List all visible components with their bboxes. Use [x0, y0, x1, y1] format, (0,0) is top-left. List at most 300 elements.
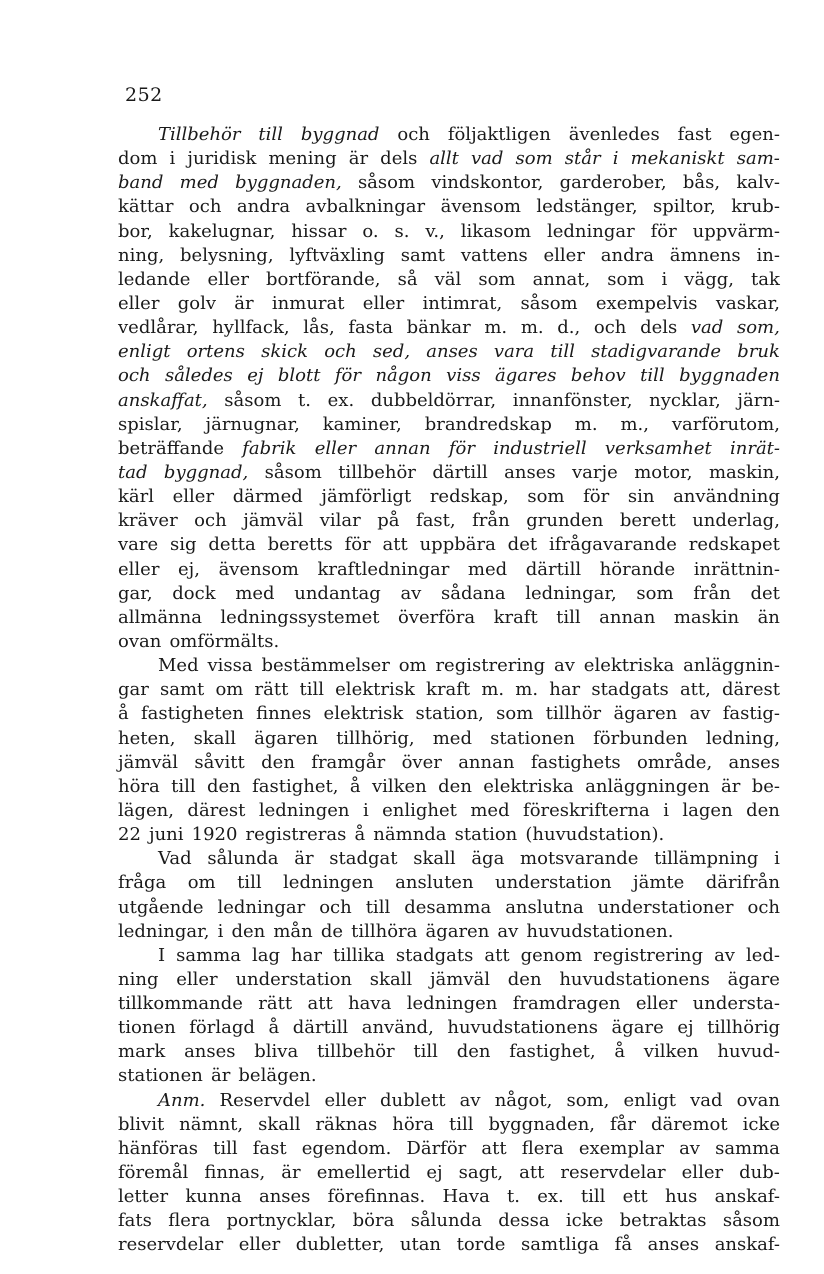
word: fastighet,	[252, 775, 339, 797]
word: det	[507, 534, 538, 556]
word: och	[747, 896, 780, 918]
word: fast,	[416, 510, 456, 532]
word: fastigheten	[141, 703, 244, 725]
word: därtill	[292, 1017, 349, 1039]
word: anses	[504, 461, 556, 483]
word: icke	[742, 1113, 780, 1135]
word: bås,	[682, 172, 721, 194]
word: anses	[258, 1186, 311, 1208]
word: står	[564, 148, 601, 170]
word: station,	[415, 703, 484, 725]
word: om	[187, 872, 216, 894]
word: däremot	[650, 1113, 728, 1135]
word: anskaffat,	[118, 389, 208, 411]
word: för	[344, 534, 371, 556]
word: reservdelar	[118, 1234, 224, 1256]
word: annat,	[532, 268, 591, 290]
word: stadigvarande	[591, 341, 722, 363]
word: hörande	[599, 558, 676, 580]
word: rätt	[254, 679, 289, 701]
word: registrering	[435, 655, 546, 677]
word: sam-	[736, 148, 780, 170]
word: och	[397, 124, 430, 145]
word: ett	[622, 1186, 648, 1208]
word: av	[554, 655, 575, 677]
word: Med	[158, 655, 199, 677]
word: underlag,	[692, 510, 780, 532]
word: är	[294, 848, 314, 870]
word: anläggnin-	[683, 655, 780, 677]
word: eller	[118, 292, 160, 314]
word: band	[118, 172, 164, 194]
word: allmänna	[118, 606, 202, 628]
word: kräver	[118, 510, 178, 532]
word: i	[217, 920, 224, 942]
word: böra	[352, 1210, 395, 1232]
text-line	[118, 992, 780, 1016]
word: jämväl	[429, 968, 490, 990]
word: grunden	[526, 510, 604, 532]
word: anskaf-	[714, 1186, 780, 1208]
word: använd,	[361, 1017, 434, 1039]
word: samma	[176, 944, 241, 966]
word: framgår	[311, 751, 386, 773]
word: fats	[118, 1210, 152, 1232]
word: elektriska	[583, 655, 675, 677]
word: egen-	[729, 124, 780, 145]
word: Tillbehör	[158, 124, 241, 145]
text-line	[118, 220, 780, 244]
word: ledningar,	[118, 920, 210, 942]
word: m.	[484, 317, 508, 339]
word: å	[614, 1041, 626, 1063]
word: är	[348, 148, 369, 170]
word: så	[397, 268, 418, 290]
word: den	[261, 751, 295, 773]
word: ex.	[537, 1186, 564, 1208]
word: är	[721, 775, 741, 797]
word: är	[234, 292, 254, 314]
page-number: 252	[125, 84, 163, 106]
word: av	[679, 1137, 700, 1159]
text-line	[118, 558, 780, 582]
word: byggnaden,	[235, 172, 342, 194]
word: till	[365, 896, 391, 918]
word: och	[319, 896, 352, 918]
word: byggnaden,	[488, 1113, 596, 1135]
word: annan	[458, 751, 515, 773]
word: verksamhet	[604, 437, 712, 459]
word: har	[549, 679, 581, 701]
word: eller	[324, 1089, 366, 1111]
word: i	[774, 848, 780, 870]
word: mån	[273, 920, 313, 942]
word: omförmälts.	[169, 630, 280, 652]
word: lås,	[303, 317, 335, 339]
text-line	[118, 630, 780, 654]
word: bortförande,	[266, 268, 381, 290]
word: kunna	[185, 1186, 242, 1208]
word: 1920	[191, 824, 238, 846]
word: industriell	[493, 437, 587, 459]
word: vilken	[371, 775, 427, 797]
word: Hava	[442, 1186, 490, 1208]
word: område,	[637, 751, 713, 773]
word: den	[438, 775, 472, 797]
word: huvud-	[717, 1041, 780, 1063]
word: egendom.	[301, 1137, 392, 1159]
word: fast	[252, 1137, 287, 1159]
word: avbalkningar	[305, 196, 426, 218]
word: ävenledes	[568, 124, 660, 145]
word: av	[497, 920, 519, 942]
word: ej	[426, 1162, 443, 1184]
word: med	[467, 558, 508, 580]
word: ämnens	[669, 244, 741, 266]
word: därest	[722, 679, 780, 701]
word: dels	[640, 317, 678, 339]
word: fasta	[348, 317, 393, 339]
word: dels	[380, 148, 418, 170]
word: redskap,	[429, 486, 509, 508]
word: de	[320, 920, 343, 942]
word: ävensom	[440, 196, 521, 218]
word: redskapet	[688, 534, 780, 556]
word: skall	[413, 848, 456, 870]
word: att	[484, 944, 510, 966]
word: m.	[520, 317, 544, 339]
word: station	[454, 824, 518, 846]
word: Vad	[158, 848, 192, 870]
text-line	[118, 847, 780, 871]
word: kraftledningar	[317, 558, 450, 580]
word: i	[612, 148, 619, 170]
text-line	[118, 606, 780, 630]
word: ägare	[727, 968, 780, 990]
word: tillhörig	[707, 1017, 780, 1039]
word: för	[650, 220, 677, 242]
word: och	[188, 196, 222, 218]
word: av	[689, 703, 711, 725]
word: till	[580, 1186, 606, 1208]
word: utgående	[118, 896, 204, 918]
word: skall	[369, 968, 413, 990]
word: om	[398, 655, 427, 677]
word: anses	[184, 1041, 236, 1063]
word: gar	[118, 679, 149, 701]
text-line	[118, 123, 780, 147]
word: understation	[495, 872, 612, 894]
word: jämförligt	[321, 486, 412, 508]
word: följaktligen	[447, 124, 551, 145]
word: jämväl	[118, 751, 179, 773]
word: elektriska	[483, 775, 574, 797]
word: skick	[261, 341, 308, 363]
word: fastig-	[722, 703, 780, 725]
word: ledstänger,	[536, 196, 638, 218]
word: det	[750, 582, 780, 604]
text-line	[118, 1016, 780, 1040]
word: registrering	[593, 944, 704, 966]
word: ägaren	[425, 920, 490, 942]
word: heten,	[118, 727, 176, 749]
word: dessa	[498, 1210, 550, 1232]
text-line	[118, 364, 780, 388]
word: dublett	[380, 1089, 446, 1111]
word: något,	[494, 1089, 553, 1111]
word: som	[478, 268, 516, 290]
text-line	[118, 1064, 780, 1088]
word: bestämmelser	[261, 655, 390, 677]
word: andra	[600, 244, 654, 266]
word: på	[377, 510, 400, 532]
word: fråga	[118, 872, 167, 894]
word: såsom	[357, 172, 416, 194]
word: föreskrifterna	[523, 799, 650, 821]
word: varje	[572, 461, 618, 483]
word: till	[258, 124, 283, 145]
word: om	[215, 679, 244, 701]
word: den	[231, 920, 266, 942]
word: anslutna	[505, 896, 584, 918]
text-line	[118, 437, 780, 461]
word: ej	[677, 1017, 694, 1039]
text-line	[118, 1233, 780, 1257]
word: kalv-	[736, 172, 780, 194]
word: rätt	[258, 993, 293, 1015]
word: stadgat	[329, 848, 398, 870]
word: lag	[252, 944, 281, 966]
word: därtill	[432, 461, 488, 483]
word: ej,	[178, 558, 200, 580]
text-line	[118, 799, 780, 823]
word: skall	[258, 1113, 301, 1135]
word: och	[118, 365, 151, 387]
word: understationer	[597, 896, 734, 918]
word: tak	[751, 268, 780, 290]
word: innanfönster,	[512, 389, 633, 411]
word: därest	[187, 799, 246, 821]
word: tillämpning	[654, 848, 759, 870]
word: fastighets	[530, 751, 621, 773]
word: sålunda	[207, 848, 279, 870]
word: från	[693, 582, 731, 604]
word: fabrik	[242, 437, 297, 459]
word: behov	[570, 365, 626, 387]
word: samtliga	[521, 1234, 600, 1256]
word: eller	[118, 558, 160, 580]
text-line	[118, 340, 780, 364]
word: maskin,	[708, 461, 780, 483]
word: annan	[374, 437, 431, 459]
word: vaskar,	[715, 292, 780, 314]
word: kaminer,	[322, 413, 402, 435]
word: enlighet	[382, 799, 457, 821]
word: inmurat	[271, 292, 345, 314]
word: torde	[456, 1234, 506, 1256]
word: såsom	[520, 292, 578, 314]
word: I	[158, 944, 166, 966]
word: fastighet,	[509, 1041, 596, 1063]
text-line	[118, 171, 780, 195]
word: eller	[362, 292, 405, 314]
text-line	[118, 968, 780, 992]
word: Anm.	[158, 1089, 206, 1111]
word: är	[210, 1065, 231, 1087]
word: jämväl	[243, 510, 304, 532]
text-line	[118, 485, 780, 509]
word: kraft	[493, 606, 538, 628]
word: å	[354, 824, 366, 846]
word: därtill	[525, 558, 582, 580]
word: å	[349, 775, 361, 797]
word: vilken	[643, 1041, 699, 1063]
word: flera	[168, 1210, 211, 1232]
word: inrättnin-	[693, 558, 780, 580]
word: som	[515, 148, 553, 170]
word: betraktas	[619, 1210, 707, 1232]
text-line	[118, 268, 780, 292]
word: att	[481, 1137, 507, 1159]
word: som	[607, 268, 645, 290]
word: får	[609, 1113, 636, 1135]
word: ägare	[611, 1017, 664, 1039]
word: juni	[149, 824, 184, 846]
word: eller	[172, 486, 215, 508]
word: har	[291, 944, 322, 966]
word: dubletter,	[295, 1234, 385, 1256]
word: överföra	[398, 606, 476, 628]
word: i	[169, 148, 176, 170]
word: tillbehör	[338, 461, 416, 483]
word: gar,	[118, 582, 153, 604]
word: ägaren	[254, 727, 318, 749]
word: v.,	[425, 220, 445, 242]
word: viss	[446, 365, 481, 387]
word: användning	[673, 486, 780, 508]
word: av	[400, 582, 422, 604]
word: ägaren	[613, 703, 678, 725]
word: och	[324, 341, 357, 363]
word: inrät-	[729, 437, 780, 459]
word: ledningen	[283, 872, 374, 894]
word: andra	[236, 196, 291, 218]
word: bruk	[737, 341, 780, 363]
word: ledningen	[406, 993, 498, 1015]
word: i	[663, 799, 669, 821]
word: be-	[751, 775, 780, 797]
word: utan	[399, 1234, 442, 1256]
word: äga	[471, 848, 505, 870]
word: m.	[574, 413, 598, 435]
word: Reservdel	[219, 1089, 311, 1111]
word: såsom	[224, 389, 282, 411]
word: nycklar,	[649, 389, 721, 411]
word: att	[307, 993, 333, 1015]
word: ovan	[118, 630, 162, 652]
word: lägen,	[118, 799, 174, 821]
word: den	[207, 775, 241, 797]
word: höra	[392, 1113, 434, 1135]
word: ex.	[327, 389, 355, 411]
word: lyftväxling	[289, 244, 385, 266]
text-line	[118, 1161, 780, 1185]
word: vissa	[207, 655, 253, 677]
word: tillhöra	[351, 920, 418, 942]
word: hyllfack,	[212, 317, 290, 339]
text-line	[118, 751, 780, 775]
word: eller	[681, 1162, 724, 1184]
word: framdragen	[512, 993, 621, 1015]
word: järnugnar,	[205, 413, 300, 435]
word: ledningen	[258, 799, 350, 821]
word: stationen	[118, 1065, 203, 1087]
word: med	[179, 172, 219, 194]
word: över	[401, 751, 442, 773]
word: led-	[745, 944, 780, 966]
word: sed,	[372, 341, 411, 363]
word: hus	[664, 1186, 698, 1208]
word: till	[171, 775, 196, 797]
word: hänföras	[118, 1137, 198, 1159]
word: nämnt,	[179, 1113, 244, 1135]
text-line	[118, 702, 780, 726]
word: höra	[118, 775, 160, 797]
word: eller	[314, 437, 357, 459]
word: anses	[647, 1234, 700, 1256]
word: anläggningen	[585, 775, 710, 797]
word: bliva	[254, 1041, 299, 1063]
word: elektrisk	[335, 679, 415, 701]
word: eller	[635, 993, 678, 1015]
word: någon	[375, 365, 432, 387]
word: eller	[176, 968, 218, 990]
word: till	[448, 1113, 474, 1135]
word: kraft	[426, 679, 471, 701]
word: emellertid	[316, 1162, 411, 1184]
word: desamma	[404, 896, 492, 918]
word: 22	[118, 824, 141, 846]
word: den	[746, 799, 780, 821]
word: brandredskap	[424, 413, 552, 435]
word: dock	[172, 582, 216, 604]
word: uppvärm-	[692, 220, 780, 242]
word: den	[507, 968, 542, 990]
word: den	[456, 1041, 491, 1063]
text-line	[118, 582, 780, 606]
word: tionen	[118, 1017, 176, 1039]
word: mekaniskt	[630, 148, 725, 170]
text-line	[118, 292, 780, 316]
word: och	[593, 317, 627, 339]
word: nämnda	[373, 824, 447, 846]
word: fast	[677, 124, 712, 145]
word: från	[472, 510, 510, 532]
word: registreras	[245, 824, 347, 846]
word: anses	[426, 341, 478, 363]
word: stadgats	[591, 679, 669, 701]
word: enligt	[118, 341, 171, 363]
word: o.	[362, 220, 379, 242]
word: exemplar	[578, 1137, 664, 1159]
word: i	[362, 799, 369, 821]
word: stadgats	[395, 944, 474, 966]
word: huvudstationen.	[526, 920, 674, 942]
word: byggnaden	[679, 365, 780, 387]
word: som	[636, 582, 674, 604]
text-line	[118, 195, 780, 219]
word: å	[268, 1017, 280, 1039]
